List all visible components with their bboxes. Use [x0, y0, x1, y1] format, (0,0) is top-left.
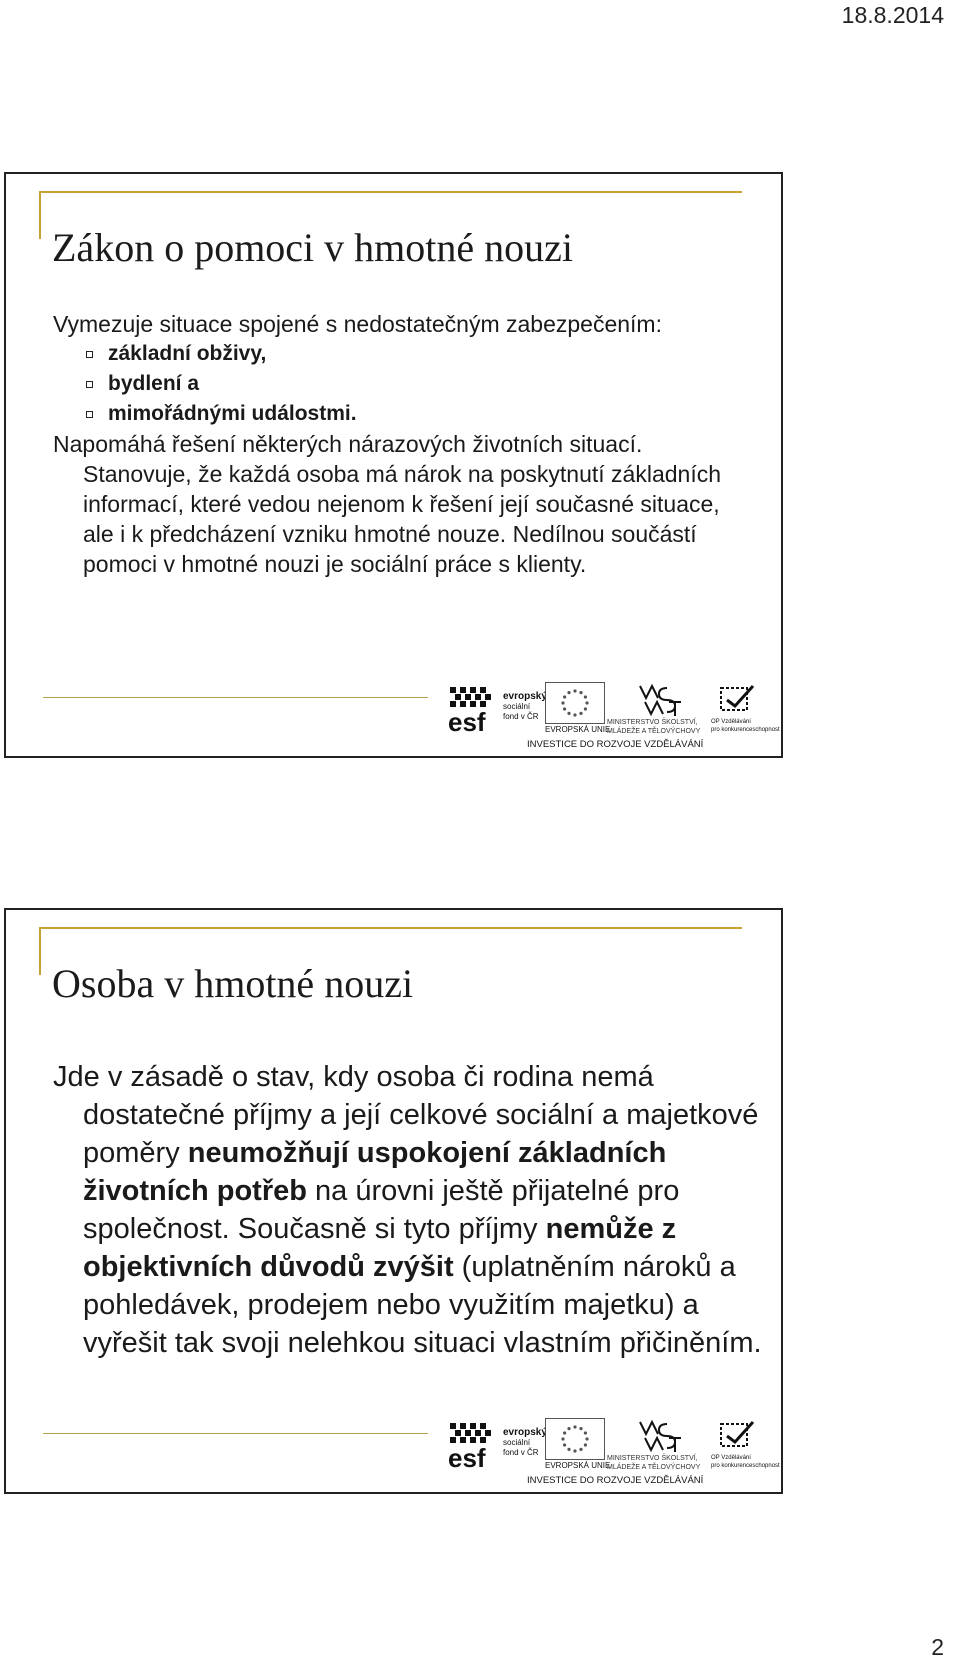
- list-item-text: mimořádnými událostmi.: [108, 402, 357, 425]
- emphasis-run: nemůže z objektivních důvodů zvýšit: [83, 1213, 677, 1283]
- list-item: [53, 339, 753, 369]
- slide-body: [53, 1058, 763, 1362]
- eu-flag-icon: [545, 1418, 605, 1460]
- title-accent-line: [39, 191, 742, 193]
- esf-label: evropský sociální fond v ČR: [503, 1427, 547, 1457]
- esf-logo-icon: [447, 1420, 507, 1470]
- op-label: OP Vzdělávání pro konkurenceschopnost: [711, 1455, 780, 1469]
- page-number: 2: [931, 1634, 944, 1660]
- text-run: (uplatněním nároků a pohledávek, prodejem nebo využitím majetku) a vyřešit tak svoji nelehkou situaci vlastním přičiněním.: [83, 1251, 762, 1359]
- msmt-label: MINISTERSTVO ŠKOLSTVÍ, MLÁDEŽE A TĚLOVÝCHOVY: [607, 719, 701, 735]
- square-bullet-icon: [86, 351, 93, 358]
- footer-rule: [43, 697, 428, 698]
- investice-label: INVESTICE DO ROZVOJE VZDĚLÁVÁNÍ: [527, 739, 704, 750]
- list-item-text: základní obživy,: [108, 342, 267, 365]
- slide-1: [4, 172, 783, 758]
- bullet-list: [53, 339, 753, 429]
- text-run: na úrovni ještě přijatelné pro společnost. Současně si tyto příjmy: [83, 1175, 680, 1245]
- logo-strip: [447, 1418, 780, 1490]
- title-accent-line: [39, 927, 742, 929]
- eu-label: EVROPSKÁ UNIE: [545, 1461, 611, 1470]
- eu-flag-icon: [545, 682, 605, 724]
- logo-strip: [447, 682, 780, 754]
- slide-2: [4, 908, 783, 1494]
- msmt-label: MINISTERSTVO ŠKOLSTVÍ, MLÁDEŽE A TĚLOVÝCHOVY: [607, 1455, 701, 1471]
- investice-label: INVESTICE DO ROZVOJE VZDĚLÁVÁNÍ: [527, 1475, 704, 1486]
- esf-logo-icon: [447, 684, 507, 734]
- slide-body: [53, 309, 753, 579]
- esf-label: evropský sociální fond v ČR: [503, 691, 547, 721]
- footer-rule: [43, 1433, 428, 1434]
- slide-title: Osoba v hmotné nouzi: [52, 961, 414, 1006]
- intro-paragraph: Vymezuje situace spojené s nedostatečným zabezpečením:: [53, 311, 662, 337]
- op-logo-icon: [717, 682, 757, 716]
- svg-text:esf: esf: [448, 707, 486, 734]
- list-item: [53, 399, 753, 429]
- page-date: 18.8.2014: [841, 2, 944, 28]
- eu-label: EVROPSKÁ UNIE: [545, 725, 611, 734]
- op-logo-icon: [717, 1418, 757, 1452]
- svg-text:esf: esf: [448, 1443, 486, 1470]
- text-run: Jde v zásadě o stav, kdy osoba či rodina nemá dostatečné příjmy a její celkové sociální a majetkové poměry: [53, 1061, 759, 1169]
- slide-title: Zákon o pomoci v hmotné nouzi: [52, 225, 574, 270]
- square-bullet-icon: [86, 411, 93, 418]
- body-paragraph: Napomáhá řešení některých nárazových životních situací. Stanovuje, že každá osoba má nárok na poskytnutí základních informací, které vedou nejenom k řešení její současné situace, ale i k předcházení vzniku hmotné nouze. Nedílnou součástí pomoci v hmotné nouzi je sociální práce s klienty.: [53, 431, 722, 577]
- list-item-text: bydlení a: [108, 372, 200, 395]
- list-item: [53, 369, 753, 399]
- title-accent-bar: [39, 191, 41, 239]
- title-accent-bar: [39, 927, 41, 975]
- op-label: OP Vzdělávání pro konkurenceschopnost: [711, 719, 780, 733]
- square-bullet-icon: [86, 381, 93, 388]
- emphasis-run: neumožňují uspokojení základních životních potřeb: [83, 1137, 667, 1207]
